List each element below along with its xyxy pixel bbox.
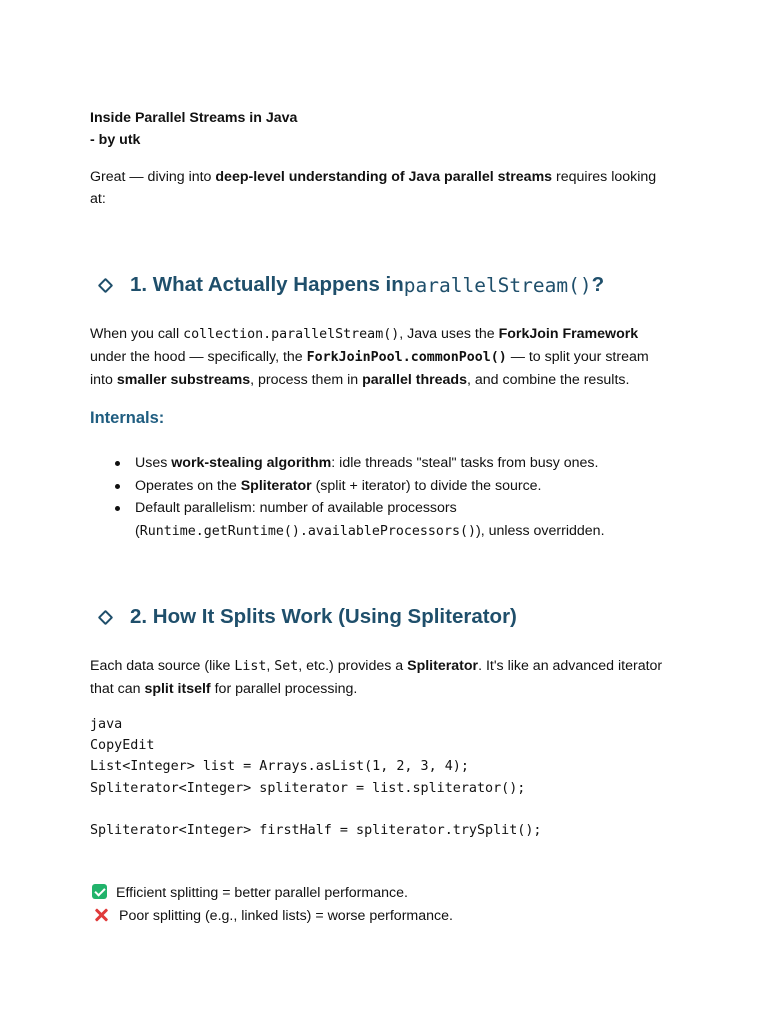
s2-text: Each data source (like — [90, 658, 235, 674]
section1-heading-code: parallelStream() — [403, 273, 592, 297]
code-line — [90, 799, 541, 820]
section1-heading — [96, 273, 604, 297]
list-item — [90, 497, 690, 543]
code-line: List<Integer> list = Arrays.asList(1, 2, 3, 4); — [90, 759, 469, 775]
doc-title: Inside Parallel Streams in Java — [90, 110, 298, 126]
section2-heading-text: 2. How It Splits Work (Using Spliterator) — [130, 605, 517, 628]
code-line: java — [90, 717, 123, 732]
bad-note-text: Poor splitting (e.g., linked lists) = worse performance. — [119, 908, 453, 924]
code-line: CopyEdit — [90, 738, 155, 754]
doc-byline: - by utk — [90, 132, 141, 148]
code-line: Spliterator<Integer> firstHalf = spliterator.trySplit(); — [90, 823, 542, 838]
internals-list — [90, 452, 690, 543]
s1-text: , process them in — [250, 372, 363, 388]
good-note — [92, 882, 408, 904]
bullet-text: Uses — [135, 455, 172, 471]
section1-paragraph — [90, 323, 690, 391]
s2-bold: Spliterator — [407, 658, 479, 674]
inline-code: collection.parallelStream() — [183, 327, 400, 342]
inline-code: Set — [274, 659, 299, 674]
s1-text: , Java uses the — [399, 326, 499, 342]
s2-text: that can — [90, 681, 145, 697]
diamond-icon — [98, 277, 114, 293]
s2-text: for parallel processing. — [210, 681, 358, 697]
bullet-text: Operates on the — [135, 477, 241, 494]
inline-code: Runtime.getRuntime().availableProcessors() — [139, 523, 476, 539]
s1-text: When you call — [90, 326, 184, 342]
intro-text-wrap: at: — [90, 191, 106, 207]
bullet-bold: work-stealing algorithm — [171, 455, 332, 471]
s1-text: , and combine the results. — [466, 372, 630, 388]
list-item — [90, 452, 690, 475]
inline-code: ForkJoinPool.commonPool() — [306, 350, 507, 365]
bullet-text: : idle threads "steal" tasks from busy ones. — [331, 455, 599, 471]
intro-paragraph — [90, 166, 690, 210]
bullet-text: Default parallelism: number of available processors — [135, 500, 457, 516]
s1-bold: parallel threads — [362, 372, 467, 388]
intro-bold: deep-level understanding of Java parallel streams — [215, 169, 553, 185]
code-block — [90, 714, 541, 841]
internals-heading: Internals: — [90, 409, 165, 427]
bad-note — [93, 905, 453, 927]
bullet-text: (split + iterator) to divide the source. — [311, 477, 542, 494]
section1-heading-text: 1. What Actually Happens in — [130, 273, 404, 296]
s2-bold: split itself — [144, 681, 211, 697]
s2-text: , etc.) provides a — [298, 658, 408, 674]
checkmark-icon — [92, 884, 107, 899]
section2-paragraph — [90, 655, 710, 700]
s1-text: into — [90, 372, 117, 388]
s2-text: . It's like an advanced iterator — [478, 658, 663, 674]
good-note-text: Efficient splitting = better parallel performance. — [116, 885, 408, 901]
inline-code: List — [234, 659, 267, 674]
s2-text: , — [266, 658, 275, 674]
code-line: Spliterator<Integer> spliterator = list.spliterator(); — [90, 780, 526, 796]
bullet-text: ), unless overridden. — [475, 522, 605, 539]
bullet-bold: Spliterator — [240, 477, 312, 494]
s1-text: under the hood — specifically, the — [90, 349, 307, 365]
intro-text-end: requires looking — [552, 169, 657, 185]
section2-heading — [96, 605, 517, 629]
list-item — [90, 475, 690, 498]
bullet-text: ( — [135, 522, 140, 539]
s1-bold: ForkJoin Framework — [498, 326, 639, 342]
cross-icon — [93, 907, 109, 923]
s1-bold: smaller substreams — [116, 372, 251, 388]
section1-heading-end: ? — [591, 273, 605, 296]
intro-text: Great — diving into — [90, 169, 216, 185]
diamond-icon — [98, 609, 114, 625]
s1-text: — to split your stream — [506, 349, 649, 365]
